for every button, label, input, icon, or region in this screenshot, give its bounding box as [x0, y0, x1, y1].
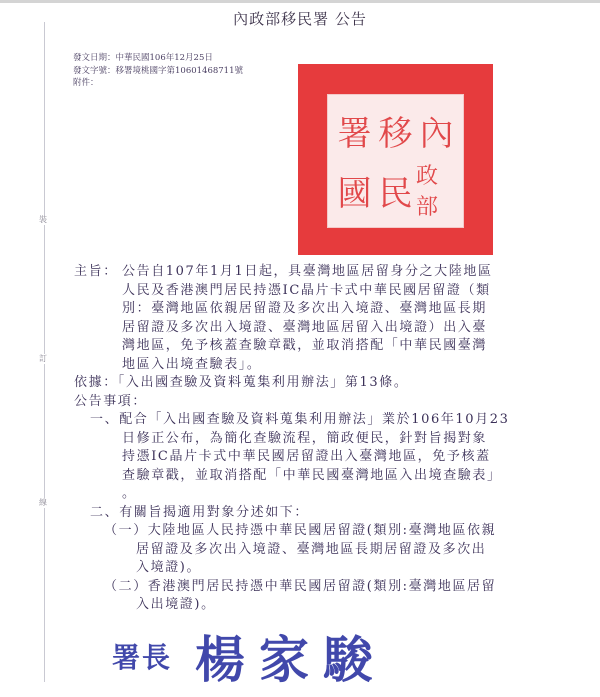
subject-line: 公告自107年1月1日起，具臺灣地區居留身分之大陸地區: [122, 264, 493, 279]
item-2-sub1-line: 居留證及多次出入境證、臺灣地區長期居留證及多次出: [136, 541, 487, 557]
subject-line: 別：臺灣地區依親居留證及多次出入境證、臺灣地區長期: [122, 301, 488, 316]
item-2-sub2-line: 入出境證)。: [136, 597, 216, 612]
top-edge: [0, 0, 600, 3]
item-1-line: 查驗章戳，並取消搭配「中華民國臺灣地區入出境查驗表」: [122, 467, 502, 483]
item-1-line: 。: [122, 486, 137, 501]
issue-date: 發文日期：中華民國106年12月25日: [73, 53, 213, 63]
subject-line: 人民及香港澳門居民持憑IC晶片卡式中華民國居留證（類: [122, 282, 491, 298]
announcement-items-label: 公告事項：: [74, 393, 148, 409]
item-2-heading: 二、有關旨揭適用對象分述如下：: [90, 504, 310, 520]
official-seal: [298, 64, 493, 255]
margin-mark-ding: 訂: [39, 354, 47, 363]
item-1-line: 持憑IC晶片卡式中華民國居留證出入臺灣地區，免予核蓋: [122, 449, 491, 464]
margin-mark-zhuang: 裝: [39, 215, 47, 224]
item-2-sub1-line: （一）大陸地區人民持憑中華民國居留證(類別:臺灣地區依親: [104, 523, 497, 538]
seal-glyph: 內: [419, 113, 454, 154]
signatory-title: 署長: [112, 641, 173, 674]
subject-line: 居留證及多次出入境證、臺灣地區居留入出境證）出入臺: [122, 319, 488, 335]
item-2-sub1-line: 入境證)。: [136, 560, 202, 575]
item-1-line: 日修正公布，為簡化查驗流程，簡政便民，針對旨揭對象: [122, 430, 488, 446]
seal-glyph: 國: [337, 173, 372, 214]
seal-glyph: 署: [337, 113, 372, 154]
subject-label: 主旨：: [74, 264, 118, 279]
margin-mark-xian: 線: [39, 498, 47, 507]
signatory-name: 楊家駿: [195, 630, 387, 689]
seal-inner-frame: [327, 94, 464, 228]
document-number: 發文字號：移署境桃國字第10601468711號: [73, 65, 243, 76]
seal-glyph: 民: [378, 173, 413, 214]
basis-text: 依據：「入出國查驗及資料蒐集利用辦法」第13條。: [74, 375, 409, 390]
subject-line: 灣地區，免予核蓋查驗章戳，並取消搭配「中華民國臺灣: [122, 338, 488, 353]
subject-line: 地區入出境查驗表」。: [122, 356, 262, 372]
document-title: 內政部移民署 公告: [233, 10, 367, 28]
document-meta: [73, 52, 243, 90]
item-1-line: 一、配合「入出國查驗及資料蒐集利用辦法」業於106年10月23: [90, 412, 510, 427]
binding-margin-line: [44, 22, 45, 682]
seal-glyph: 政部: [416, 164, 439, 220]
attachment-label: 附件：: [73, 78, 99, 88]
seal-glyph: 移: [378, 113, 413, 154]
item-2-sub2-line: （二）香港澳門居民持憑中華民國居留證(類別:臺灣地區居留: [104, 578, 497, 594]
